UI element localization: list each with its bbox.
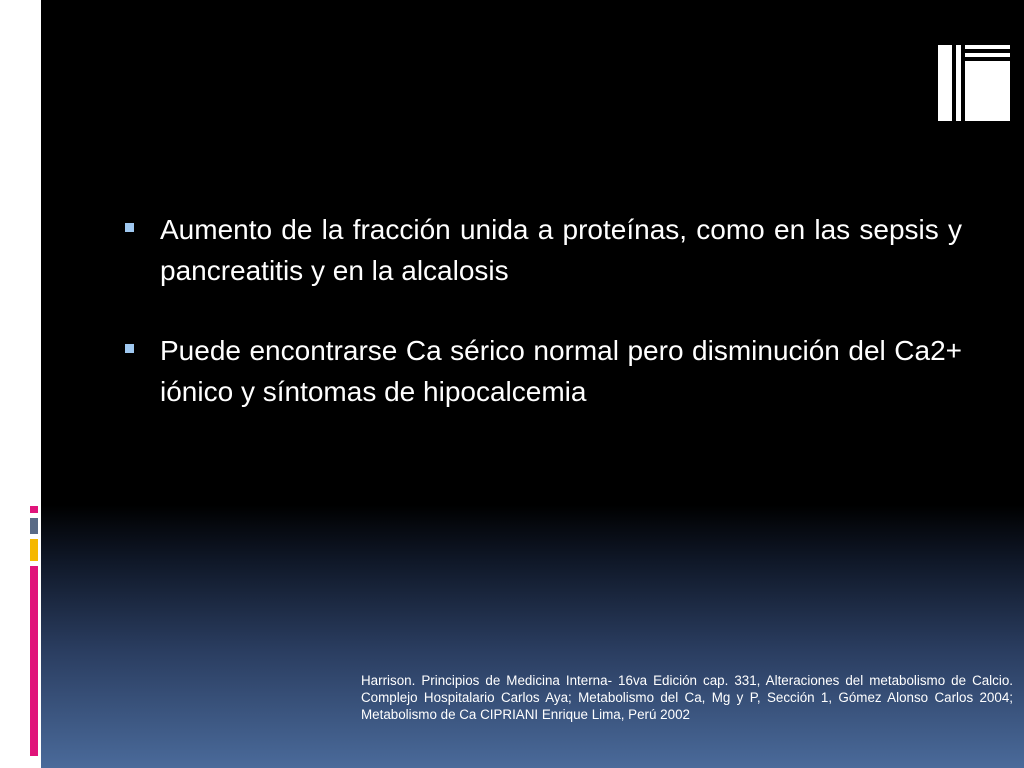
bullet-list — [120, 209, 962, 451]
bullet-text: Puede encontrarse Ca sérico normal pero disminución del Ca2+ iónico y síntomas de hipocalcemia — [160, 335, 962, 407]
reference-text: Harrison. Principios de Medicina Interna- 16va Edición cap. 331, Alteraciones del metabolismo de Calcio. Complejo Hospitalario Carlos Aya; Metabolismo del Ca, Mg y P, Sección 1, Gómez Alonso Carlos 2004; Metabolismo de Ca CIPRIANI Enrique Lima, Perú 2002 — [361, 673, 1013, 722]
list-item — [120, 330, 962, 412]
stacked-squares-icon — [938, 45, 1010, 121]
square-bullet-icon — [125, 344, 134, 353]
accent-bar-magenta-top — [30, 506, 38, 513]
bullet-text: Aumento de la fracción unida a proteínas, como en las sepsis y pancreatitis y en la alcalosis — [160, 214, 962, 286]
accent-bar-gray — [30, 518, 38, 534]
accent-bar-yellow — [30, 539, 38, 561]
list-item — [120, 209, 962, 291]
square-bullet-icon — [125, 223, 134, 232]
accent-bar-magenta-long — [30, 566, 38, 756]
